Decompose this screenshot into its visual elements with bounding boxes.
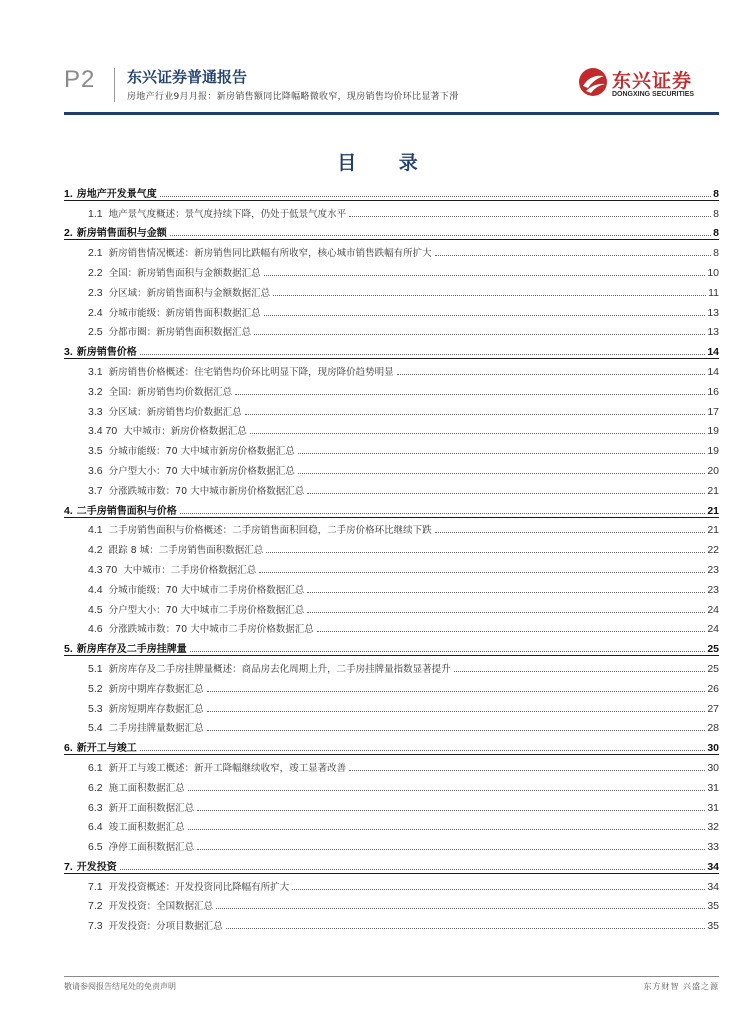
toc-entry-title: 开发投资 <box>76 861 117 873</box>
toc-dot-leader <box>259 572 705 573</box>
toc-subsection-row[interactable] <box>64 576 719 596</box>
toc-entry-number: 7.2 <box>88 900 103 913</box>
logo-english-text: DONGXING SECURITIES <box>612 91 695 98</box>
toc-entry-page: 14 <box>707 365 719 378</box>
toc-entry-number: 3.1 <box>88 365 103 378</box>
toc-entry-number: 6. <box>64 742 73 755</box>
toc-dot-leader <box>292 889 705 890</box>
toc-entry-number: 7.3 <box>88 920 103 933</box>
toc-entry-number: 2.2 <box>88 266 103 279</box>
toc-dot-leader <box>264 315 706 316</box>
toc-subsection-row[interactable] <box>64 437 719 457</box>
toc-entry-page: 10 <box>707 266 719 279</box>
toc-subsection-row[interactable] <box>64 517 719 537</box>
logo-chinese-text: 东兴证券 <box>612 70 693 92</box>
toc-entry-number: 3.4 70 <box>88 425 118 438</box>
toc-entry-page: 8 <box>713 227 719 240</box>
toc-entry-title: 新房销售情况概述：新房销售同比跌幅有所收窄，核心城市销售跌幅有所扩大 <box>108 248 432 260</box>
toc-subsection-row[interactable] <box>64 893 719 913</box>
toc-subsection-row[interactable] <box>64 259 719 279</box>
toc-section-row[interactable] <box>64 635 719 655</box>
table-of-contents <box>64 180 719 932</box>
toc-entry-number: 3. <box>64 346 73 359</box>
toc-entry-number: 4.4 <box>88 583 103 596</box>
toc-entry-title: 新房销售价格 <box>76 347 137 359</box>
toc-entry-title: 新房中期库存数据汇总 <box>108 683 204 695</box>
toc-entry-title: 新开工面积数据汇总 <box>108 802 195 814</box>
toc-subsection-row[interactable] <box>64 754 719 774</box>
toc-entry-number: 2.5 <box>88 326 103 339</box>
toc-dot-leader <box>264 275 706 276</box>
toc-entry-title: 开发投资概述：开发投资同比降幅有所扩大 <box>108 881 290 893</box>
toc-entry-title: 大中城市：二手房价格数据汇总 <box>123 564 257 576</box>
toc-dot-leader <box>197 810 705 811</box>
toc-entry-number: 3.7 <box>88 484 103 497</box>
report-subtitle: 房地产行业9月月报：新房销售额同比降幅略微收窄，现房销售均价环比显著下滑 <box>127 92 459 102</box>
toc-entry-title: 分区域：新房销售面积与金额数据汇总 <box>108 287 271 299</box>
toc-subsection-row[interactable] <box>64 695 719 715</box>
toc-subsection-row[interactable] <box>64 200 719 220</box>
toc-section-row[interactable] <box>64 338 719 358</box>
toc-dot-leader <box>307 612 705 613</box>
toc-subsection-row[interactable] <box>64 536 719 556</box>
toc-entry-title: 分涨跌城市数：70 大中城市新房价格数据汇总 <box>108 485 305 497</box>
toc-section-row[interactable] <box>64 180 719 200</box>
toc-entry-page: 21 <box>707 484 719 497</box>
toc-entry-number: 5.4 <box>88 722 103 735</box>
toc-entry-title: 房地产开发景气度 <box>76 188 157 200</box>
toc-subsection-row[interactable] <box>64 418 719 438</box>
toc-entry-page: 11 <box>708 286 719 299</box>
header-rule <box>64 112 719 115</box>
toc-subsection-row[interactable] <box>64 398 719 418</box>
toc-entry-page: 24 <box>707 603 719 616</box>
dongxing-emblem-icon <box>578 66 608 100</box>
toc-subsection-row[interactable] <box>64 279 719 299</box>
toc-dot-leader <box>307 592 705 593</box>
toc-entry-page: 8 <box>713 207 719 220</box>
toc-subsection-row[interactable] <box>64 239 719 259</box>
toc-entry-page: 33 <box>707 841 719 854</box>
toc-entry-number: 4.3 70 <box>88 563 118 576</box>
toc-entry-page: 13 <box>707 326 719 339</box>
toc-entry-title: 跟踪 8 城：二手房销售面积数据汇总 <box>108 545 264 557</box>
toc-subsection-row[interactable] <box>64 794 719 814</box>
toc-dot-leader <box>266 552 705 553</box>
toc-section-row[interactable] <box>64 734 719 754</box>
toc-entry-number: 2.1 <box>88 247 103 260</box>
toc-entry-page: 25 <box>707 643 719 656</box>
toc-entry-title: 净停工面积数据汇总 <box>108 842 195 854</box>
toc-dot-leader <box>216 908 705 909</box>
toc-entry-title: 全国：新房销售面积与金额数据汇总 <box>108 267 261 279</box>
toc-subsection-row[interactable] <box>64 715 719 735</box>
toc-entry-title: 开发投资：分项目数据汇总 <box>108 921 223 933</box>
toc-entry-page: 23 <box>707 563 719 576</box>
toc-entry-page: 20 <box>707 464 719 477</box>
toc-entry-title: 地产景气度概述：景气度持续下降，仍处于低景气度水平 <box>108 208 347 220</box>
toc-entry-number: 6.3 <box>88 801 103 814</box>
toc-entry-number: 3.6 <box>88 464 103 477</box>
toc-entry-title: 分都市圈：新房销售面积数据汇总 <box>108 327 252 339</box>
toc-dot-leader <box>245 414 706 415</box>
toc-subsection-row[interactable] <box>64 457 719 477</box>
toc-dot-leader <box>235 394 705 395</box>
dongxing-logo <box>578 66 718 102</box>
footer-rule <box>64 976 719 977</box>
header-divider <box>114 68 115 102</box>
toc-section-row[interactable] <box>64 497 719 517</box>
toc-entry-page: 19 <box>707 425 719 438</box>
toc-entry-number: 7. <box>64 860 73 873</box>
toc-dot-leader <box>188 790 706 791</box>
toc-dot-leader <box>349 216 711 217</box>
toc-entry-page: 22 <box>707 544 719 557</box>
toc-entry-page: 31 <box>707 781 719 794</box>
toc-entry-number: 5.3 <box>88 702 103 715</box>
toc-dot-leader <box>197 849 705 850</box>
toc-entry-page: 13 <box>707 306 719 319</box>
toc-entry-title: 二手房销售面积与价格 <box>76 505 177 517</box>
toc-entry-number: 3.3 <box>88 405 103 418</box>
report-brand-title: 东兴证券普通报告 <box>127 68 248 86</box>
toc-entry-number: 4.1 <box>88 524 103 537</box>
toc-entry-page: 35 <box>707 920 719 933</box>
toc-entry-title: 分区域：新房销售均价数据汇总 <box>108 406 242 418</box>
toc-entry-title: 新房销售价格概述：住宅销售均价环比明显下降，现房降价趋势明显 <box>108 366 394 378</box>
toc-dot-leader <box>140 750 706 751</box>
toc-dot-leader <box>254 334 705 335</box>
toc-subsection-row[interactable] <box>64 616 719 636</box>
page-header <box>0 0 755 120</box>
toc-entry-page: 21 <box>707 504 719 517</box>
toc-section-row[interactable] <box>64 853 719 873</box>
toc-entry-page: 28 <box>707 722 719 735</box>
toc-dot-leader <box>207 730 706 731</box>
toc-entry-page: 31 <box>707 801 719 814</box>
toc-entry-page: 8 <box>713 187 719 200</box>
toc-entry-page: 16 <box>707 385 719 398</box>
toc-entry-title: 新开工与竣工概述：新开工降幅继续收窄，竣工显著改善 <box>108 762 347 774</box>
toc-entry-title: 新房销售面积与金额 <box>76 228 167 240</box>
toc-subsection-row[interactable] <box>64 774 719 794</box>
toc-entry-page: 30 <box>707 761 719 774</box>
toc-subsection-row[interactable] <box>64 814 719 834</box>
toc-dot-leader <box>397 374 706 375</box>
toc-subsection-row[interactable] <box>64 596 719 616</box>
toc-entry-number: 2. <box>64 227 73 240</box>
toc-entry-number: 5. <box>64 643 73 656</box>
toc-dot-leader <box>190 651 706 652</box>
toc-dot-leader <box>435 532 706 533</box>
toc-dot-leader <box>273 295 706 296</box>
toc-subsection-row[interactable] <box>64 556 719 576</box>
toc-entry-page: 26 <box>707 682 719 695</box>
toc-entry-number: 6.2 <box>88 781 103 794</box>
toc-subsection-row[interactable] <box>64 477 719 497</box>
footer-disclaimer: 敬请参阅报告结尾处的免责声明 <box>64 982 176 991</box>
toc-subsection-row[interactable] <box>64 378 719 398</box>
toc-dot-leader <box>188 829 706 830</box>
toc-entry-number: 3.5 <box>88 445 103 458</box>
toc-entry-title: 分城市能级：70 大中城市新房价格数据汇总 <box>108 446 295 458</box>
toc-dot-leader <box>250 433 706 434</box>
toc-entry-page: 30 <box>707 742 719 755</box>
toc-entry-page: 34 <box>707 860 719 873</box>
toc-entry-page: 35 <box>707 900 719 913</box>
toc-entry-title: 分户型大小：70 大中城市新房价格数据汇总 <box>108 465 295 477</box>
toc-dot-leader <box>120 869 706 870</box>
toc-entry-page: 24 <box>707 623 719 636</box>
toc-entry-page: 25 <box>707 662 719 675</box>
toc-entry-number: 1. <box>64 187 73 200</box>
toc-entry-page: 17 <box>707 405 719 418</box>
toc-dot-leader <box>207 691 706 692</box>
toc-entry-page: 14 <box>707 346 719 359</box>
toc-entry-title: 新开工与竣工 <box>76 743 137 755</box>
toc-entry-number: 6.5 <box>88 841 103 854</box>
toc-section-row[interactable] <box>64 220 719 240</box>
toc-entry-number: 1.1 <box>88 207 103 220</box>
toc-subsection-row[interactable] <box>64 675 719 695</box>
toc-entry-title: 分涨跌城市数：70 大中城市二手房价格数据汇总 <box>108 624 314 636</box>
toc-subsection-row[interactable] <box>64 655 719 675</box>
toc-entry-title: 大中城市：新房价格数据汇总 <box>123 426 247 438</box>
toc-entry-number: 6.1 <box>88 761 103 774</box>
toc-subsection-row[interactable] <box>64 299 719 319</box>
toc-entry-title: 竣工面积数据汇总 <box>108 822 185 834</box>
toc-entry-title: 全国：新房销售均价数据汇总 <box>108 386 233 398</box>
toc-entry-number: 3.2 <box>88 385 103 398</box>
toc-dot-leader <box>317 631 706 632</box>
toc-entry-title: 新房库存及二手房挂牌量概述：商品房去化周期上升，二手房挂牌量指数显著提升 <box>108 663 451 675</box>
toc-subsection-row[interactable] <box>64 319 719 339</box>
toc-entry-title: 施工面积数据汇总 <box>108 782 185 794</box>
toc-dot-leader <box>298 453 706 454</box>
toc-title: 目 录 <box>337 152 436 174</box>
toc-dot-leader <box>349 770 705 771</box>
toc-entry-title: 分城市能级：70 大中城市二手房价格数据汇总 <box>108 584 305 596</box>
toc-entry-number: 2.3 <box>88 286 103 299</box>
toc-subsection-row[interactable] <box>64 912 719 932</box>
toc-dot-leader <box>160 196 711 197</box>
toc-dot-leader <box>307 493 705 494</box>
toc-entry-title: 新房短期库存数据汇总 <box>108 703 204 715</box>
toc-dot-leader <box>180 513 706 514</box>
toc-entry-page: 23 <box>707 583 719 596</box>
toc-entry-title: 分户型大小：70 大中城市二手房价格数据汇总 <box>108 604 305 616</box>
toc-entry-title: 新房库存及二手房挂牌量 <box>76 644 187 656</box>
toc-entry-page: 27 <box>707 702 719 715</box>
toc-entry-number: 4.6 <box>88 623 103 636</box>
toc-entry-number: 5.2 <box>88 682 103 695</box>
toc-entry-number: 6.4 <box>88 821 103 834</box>
toc-entry-number: 4.5 <box>88 603 103 616</box>
toc-entry-number: 7.1 <box>88 880 103 893</box>
toc-entry-page: 8 <box>713 247 719 260</box>
toc-entry-page: 34 <box>707 880 719 893</box>
toc-entry-page: 19 <box>707 445 719 458</box>
toc-entry-title: 二手房挂牌量数据汇总 <box>108 723 204 735</box>
toc-entry-page: 21 <box>707 524 719 537</box>
toc-subsection-row[interactable] <box>64 833 719 853</box>
toc-dot-leader <box>298 473 706 474</box>
toc-dot-leader <box>207 711 706 712</box>
toc-entry-title: 开发投资：全国数据汇总 <box>108 901 214 913</box>
toc-entry-title: 分城市能级：新房销售面积数据汇总 <box>108 307 261 319</box>
toc-entry-number: 5.1 <box>88 662 103 675</box>
footer-slogan: 东方财智 兴盛之源 <box>643 982 719 991</box>
toc-entry-number: 4.2 <box>88 544 103 557</box>
toc-dot-leader <box>435 255 712 256</box>
toc-entry-page: 32 <box>707 821 719 834</box>
toc-entry-title: 二手房销售面积与价格概述：二手房销售面积回稳，二手房价格环比继续下跌 <box>108 525 432 537</box>
page-number: P2 <box>64 66 96 93</box>
toc-dot-leader <box>170 235 711 236</box>
toc-subsection-row[interactable] <box>64 358 719 378</box>
toc-dot-leader <box>140 354 706 355</box>
toc-dot-leader <box>226 928 706 929</box>
toc-dot-leader <box>454 671 706 672</box>
toc-subsection-row[interactable] <box>64 873 719 893</box>
toc-entry-number: 2.4 <box>88 306 103 319</box>
toc-entry-number: 4. <box>64 504 73 517</box>
